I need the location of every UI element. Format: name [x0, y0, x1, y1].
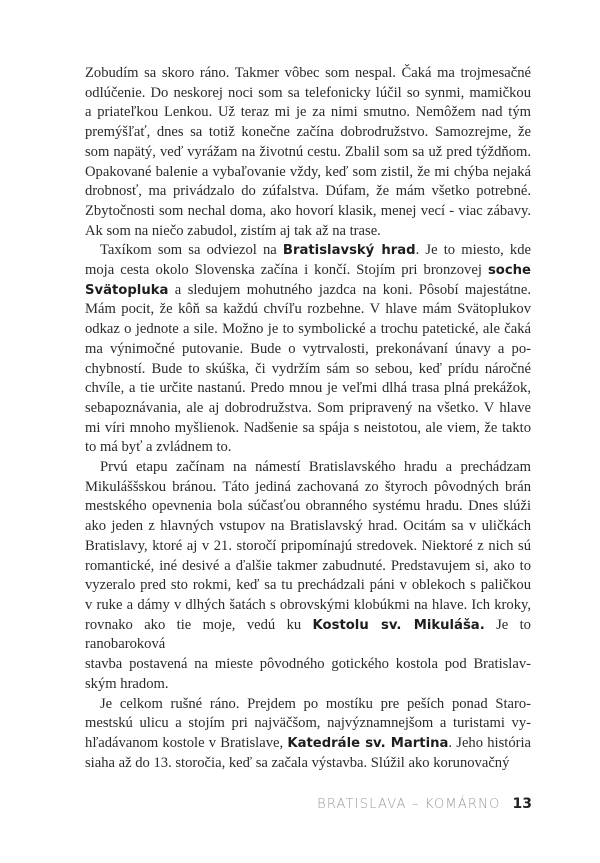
text-line — [85, 64, 531, 84]
text-segment: mestskú ulicu a stojím pri najväčšom, najvýznamnejšom a turistami vy- — [85, 715, 531, 732]
running-head: BRATISLAVA – KOMÁRNO — [317, 797, 501, 812]
text-segment: odkaz o jednote a sile. Možno je to symbolické a trochu patetické, ale čaká — [85, 321, 531, 338]
text-segment: mestského opevnenia bola súčasťou obranného systému hradu. Dnes slúži — [85, 498, 531, 515]
text-segment: hľadávanom kostole v Bratislave, — [85, 734, 288, 751]
text-line — [85, 596, 531, 616]
text-segment: . Je to miesto, kde — [415, 242, 531, 259]
text-segment: Ak som na niečo zabudol, zistím aj tak až na trase. — [85, 222, 381, 239]
text-line — [85, 458, 531, 478]
text-segment: Je to ranobaroková — [85, 616, 531, 653]
text-line — [85, 340, 531, 360]
paragraph — [85, 458, 531, 694]
text-segment: Zobudím sa skoro ráno. Takmer vôbec som nespal. Čaká ma trojmesačné — [85, 65, 531, 81]
bold-place-name: Bratislavský hrad — [282, 243, 416, 259]
text-line — [85, 281, 531, 301]
text-segment: siaha až do 13. storočia, keď sa začala výstavba. Slúžil ako korunovačný — [85, 754, 510, 771]
text-line — [85, 123, 531, 143]
text-segment: mi víri mnoho myšlienok. Nadšenie sa spája s neistotou, ale viem, že takto — [85, 419, 531, 436]
text-segment: chybností. Bude to skúška, či vydržím sám so sebou, keď prídu náročné — [85, 360, 531, 377]
text-line — [85, 616, 531, 655]
paragraph — [85, 695, 531, 774]
text-line — [85, 497, 531, 517]
text-line — [85, 360, 531, 380]
text-line — [85, 379, 531, 399]
text-segment: Je celkom rušné ráno. Prejdem po mostíku pre peších ponad Staro- — [100, 695, 531, 712]
bold-place-name: Kostolu sv. Mikuláša. — [312, 617, 485, 633]
text-line — [85, 675, 531, 695]
text-line — [85, 714, 531, 734]
text-line — [85, 320, 531, 340]
text-segment: chvíle, a tie určite nastanú. Predo mnou je veľmi dlhá trasa plná prekážok, — [85, 380, 531, 397]
text-segment: drobnosť, ma privádzalo do zúfalstva. Dúfam, že mám všetko potrebné. — [85, 183, 531, 200]
text-segment: sebapoznávania, ale aj dobrodružstva. Som pripravený na všetko. V hlave — [85, 399, 531, 416]
page-footer — [310, 796, 532, 812]
text-line — [85, 241, 531, 261]
text-segment: Mikuláššskou bránou. Táto jediná zachovaná zo štyroch pôvodných brán — [85, 478, 531, 495]
text-line — [85, 163, 531, 183]
text-line — [85, 419, 531, 439]
text-segment: Opakované balenie a vybaľovanie vždy, keď som zistil, že mi chýba nejaká — [85, 163, 531, 180]
text-segment: to má byť a zvládnem to. — [85, 439, 232, 456]
text-line — [85, 222, 531, 242]
text-segment: stavba postavená na mieste pôvodného gotického kostola pod Bratislav- — [85, 656, 531, 673]
text-segment: premýšľať, dnes sa totiž konečne začína dobrodružstvo. Samozrejme, že — [85, 124, 531, 141]
text-line — [85, 143, 531, 163]
text-line — [85, 537, 531, 557]
text-segment: odlúčenie. Do neskorej noci som sa telefonicky lúčil so synmi, mamičkou — [85, 84, 531, 101]
text-line — [85, 103, 531, 123]
text-line — [85, 300, 531, 320]
text-segment: vyzeralo pred sto rokmi, keď sa tu prechádzali páni v oblekoch s paličkou — [85, 577, 531, 594]
text-line — [85, 576, 531, 596]
text-line — [85, 182, 531, 202]
bold-place-name: Svätopluka — [85, 282, 169, 298]
text-line — [85, 438, 531, 458]
paragraph — [85, 241, 531, 458]
text-segment: ským hradom. — [85, 675, 169, 692]
text-segment: ma výnimočné putovanie. Bude o vytrvalosti, prekonávaní únavy a po- — [85, 340, 531, 357]
text-line — [85, 261, 531, 281]
text-line — [85, 399, 531, 419]
text-segment: a sledujem mohutného jazdca na koni. Pôsobí majestátne. — [168, 281, 531, 298]
text-segment: moja cesta okolo Slovenska začína i končí. Stojím pri bronzovej — [85, 262, 488, 279]
text-line — [85, 754, 531, 774]
text-line — [85, 557, 531, 577]
text-segment: a priateľkou Lenkou. Už teraz mi je za nimi smutno. Nemôžem nad tým — [85, 104, 531, 121]
text-segment: Zbytočnosti som nechal doma, ako hovorí klasik, menej vecí - viac zábavy. — [85, 202, 531, 219]
page-number: 13 — [512, 796, 532, 812]
text-segment: romantické, iné desivé a ďalšie takmer zabudnuté. Predstavujem si, ako to — [85, 557, 531, 574]
text-segment: ako jeden z hlavných vstupov na Bratislavský hrad. Ocitám sa v uličkách — [85, 518, 531, 535]
paragraph — [85, 64, 531, 241]
text-segment: Taxíkom som sa odviezol na — [100, 242, 283, 259]
bold-place-name: soche — [487, 263, 531, 279]
text-segment: Bratislavy, ktoré aj v 21. storočí pripomínajú stredovek. Niektoré z nich sú — [85, 537, 531, 554]
text-segment: som napätý, veď vyrážam na životnú cestu. Zbalil som sa už pred týždňom. — [85, 143, 531, 160]
bold-place-name: Katedrále sv. Martina — [287, 735, 449, 751]
text-line — [85, 655, 531, 675]
text-line — [85, 84, 531, 104]
page-body — [85, 64, 531, 773]
text-line — [85, 478, 531, 498]
text-line — [85, 734, 531, 754]
text-line — [85, 517, 531, 537]
text-segment: . Jeho história — [448, 734, 532, 751]
text-segment: rovnako ako tie moje, vedú ku — [85, 616, 313, 633]
text-segment: v ruke a dámy v dlhých šatách s obrovskými klobúkmi na hlave. Ich kroky, — [85, 596, 531, 613]
text-segment: Prvú etapu začínam na námestí Bratislavského hradu a prechádzam — [100, 459, 531, 476]
text-line — [85, 695, 531, 715]
text-segment: Mám pocit, že kôň sa každú chvíľu rozbehne. V hlave mám Svätoplukov — [85, 301, 531, 318]
text-line — [85, 202, 531, 222]
